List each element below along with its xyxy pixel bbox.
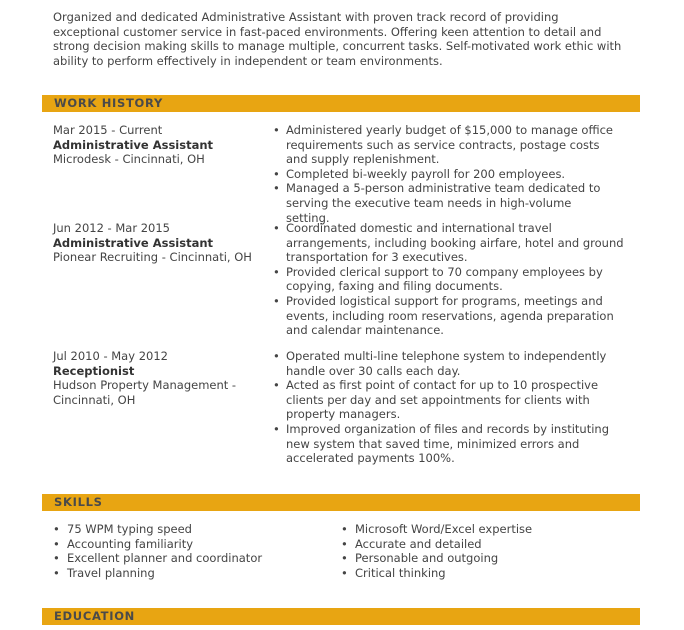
section-header-education xyxy=(42,608,640,625)
job-bullet: • Improved organization of files and records by instituting new system that saved time, minimized errors and accelerated payments 100%. xyxy=(273,422,618,466)
job-bullets xyxy=(273,221,633,338)
job-info xyxy=(53,221,253,265)
skill-item: • 75 WPM typing speed xyxy=(53,522,313,537)
job-bullets xyxy=(273,123,618,225)
job-info xyxy=(53,123,253,167)
section-title: SKILLS xyxy=(54,495,103,509)
job-info xyxy=(53,349,243,407)
job-bullet: • Operated multi-line telephone system to independently handle over 30 calls each day. xyxy=(273,349,618,378)
job-bullet: • Managed a 5-person administrative team dedicated to serving the executive team needs in high-volume setting. xyxy=(273,181,618,225)
professional-summary: Organized and dedicated Administrative Assistant with proven track record of providing exceptional customer service in fast-paced environments. Offering keen attention to detail and strong decision making skills to manage multiple, concurrent tasks. Self-motivated work ethic with ability to perform effectively in independent or team environments. xyxy=(53,10,622,68)
job-bullet: • Provided logistical support for programs, meetings and events, including room reservations, agenda preparation and calendar maintenance. xyxy=(273,294,633,338)
skill-item: • Critical thinking xyxy=(341,566,621,581)
skill-item: • Accurate and detailed xyxy=(341,537,621,552)
job-bullets xyxy=(273,349,618,466)
job-title: Administrative Assistant xyxy=(53,235,214,250)
job-bullet: • Administered yearly budget of $15,000 to manage office requirements such as service contracts, postage costs and supply replenishment. xyxy=(273,123,618,167)
skill-item: • Personable and outgoing xyxy=(341,551,621,566)
job-dates: Jun 2012 - Mar 2015 xyxy=(53,221,170,235)
job-dates: Mar 2015 - Current xyxy=(53,123,163,137)
job-company: Pionear Recruiting - Cincinnati, OH xyxy=(53,250,252,265)
skill-item: • Excellent planner and coordinator xyxy=(53,551,313,566)
job-company: Microdesk - Cincinnati, OH xyxy=(53,152,205,167)
section-header-skills xyxy=(42,494,640,511)
job-bullet: • Acted as first point of contact for up to 10 prospective clients per day and set appointments for clients with property managers. xyxy=(273,378,618,422)
skills-list-right xyxy=(341,522,621,580)
job-bullet: • Coordinated domestic and international travel arrangements, including booking airfare, hotel and ground transportation for 3 executives. xyxy=(273,221,633,265)
job-dates: Jul 2010 - May 2012 xyxy=(53,349,168,363)
job-title: Receptionist xyxy=(53,363,135,378)
job-company: Hudson Property Management - Cincinnati, OH xyxy=(53,378,237,407)
section-title: EDUCATION xyxy=(54,609,136,623)
job-bullet: • Completed bi-weekly payroll for 200 employees. xyxy=(273,167,618,182)
skill-item: • Travel planning xyxy=(53,566,313,581)
job-title: Administrative Assistant xyxy=(53,137,214,152)
section-header-work-history xyxy=(42,95,640,112)
skill-item: • Microsoft Word/Excel expertise xyxy=(341,522,621,537)
section-title: WORK HISTORY xyxy=(54,96,163,110)
job-bullet: • Provided clerical support to 70 company employees by copying, faxing and filing documents. xyxy=(273,265,633,294)
skills-list-left xyxy=(53,522,313,580)
skill-item: • Accounting familiarity xyxy=(53,537,313,552)
